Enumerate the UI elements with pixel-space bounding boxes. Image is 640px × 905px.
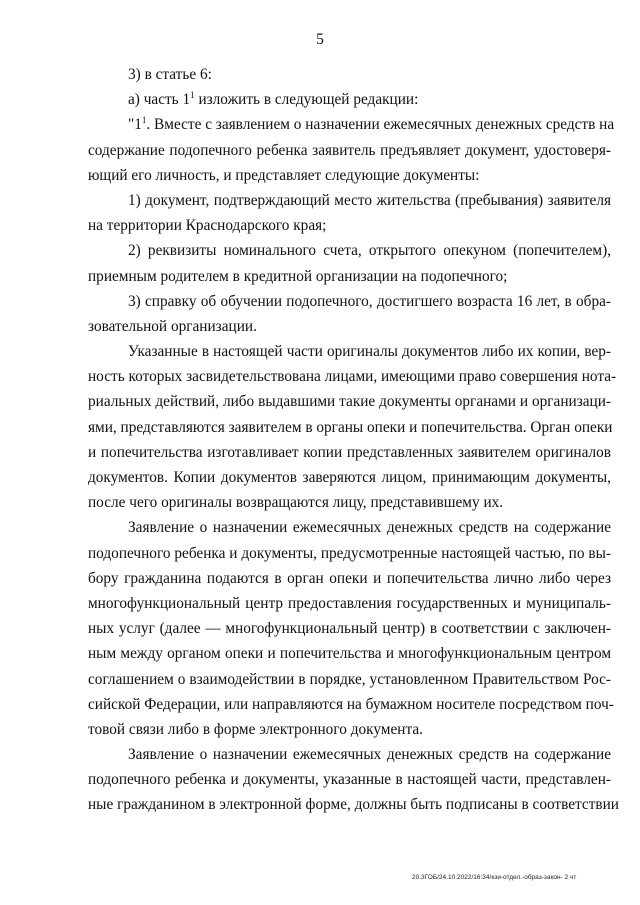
text-line xyxy=(88,616,611,641)
text-line-content: ность которых засвидетельствована лицами, имеющими право совершения нота- xyxy=(88,368,617,386)
text-line xyxy=(88,238,611,263)
text-line-content: сийской Федерации, или направляются на бумажном носителе посредством поч- xyxy=(88,695,614,713)
text-line-content: ным между органом опеки и попечительства и многофункциональным центром xyxy=(88,645,611,663)
text-line-content: ных услуг (далее — многофункциональный центр) в соответствии с заключен- xyxy=(88,620,611,638)
text-line xyxy=(88,415,611,440)
text-line xyxy=(88,792,619,817)
page-number: 5 xyxy=(316,31,324,48)
text-line-content: на территории Краснодарского края; xyxy=(88,217,327,235)
text-line-content: зовательной организации. xyxy=(88,317,257,335)
text-line-content: документов. Копии документов заверяются лицом, принимающим документы, xyxy=(88,469,611,486)
text-line-content: подопечного ребенка и документы, указанные в настоящей части, представлен- xyxy=(88,771,611,789)
text-line xyxy=(88,138,611,163)
text-line xyxy=(88,566,611,591)
text-line-content: Указанные в настоящей части оригиналы документов либо их копии, вер- xyxy=(128,343,611,361)
text-line xyxy=(88,717,611,742)
text-line-content: 3) справку об обучении подопечного, достигшего возраста 16 лет, в обра- xyxy=(128,292,611,310)
text-line xyxy=(88,591,611,616)
text-line xyxy=(88,692,614,717)
superscript: 1 xyxy=(141,115,147,126)
text-line-content: соглашением о взаимодействии в порядке, установленном Правительством Рос- xyxy=(88,670,611,688)
text-line xyxy=(88,339,611,364)
text-line-content: ные гражданином в электронной форме, должны быть подписаны в соответствии xyxy=(88,796,619,814)
document-body xyxy=(88,62,619,818)
text-line-content: 1) документ, подтверждающий место жительства (пребывания) заявителя xyxy=(128,191,611,209)
text-line-content: подопечного ребенка и документы, предусмотренные настоящей частью, по вы- xyxy=(88,544,611,562)
text-line-content: бору гражданина подаются в орган опеки и попечительства лично либо через xyxy=(88,569,611,587)
text-line-content: 3) в статье 6: xyxy=(128,66,212,83)
text-line-content: 2) реквизиты номинального счета, открытого опекуном (попечителем), xyxy=(128,242,611,260)
text-line xyxy=(88,112,615,137)
text-line xyxy=(88,163,611,188)
text-line xyxy=(88,515,611,540)
text-line-before: "1 xyxy=(128,116,142,134)
text-line xyxy=(88,289,611,314)
text-line xyxy=(88,364,617,389)
text-line xyxy=(88,213,611,238)
text-line-content: риальных действий, либо выдавшими такие документы органами и организаци- xyxy=(88,393,611,411)
text-line xyxy=(88,188,611,213)
text-line xyxy=(88,314,611,339)
text-line xyxy=(88,465,611,490)
text-line xyxy=(88,389,611,414)
text-line-content: многофункциональный центр предоставления государственных и муниципаль- xyxy=(88,594,611,612)
text-line xyxy=(88,440,611,465)
text-line-content: ями, представляются заявителем в органы опеки и попечительства. Орган опеки xyxy=(88,418,613,436)
text-line xyxy=(88,667,611,692)
text-line-content: товой связи либо в форме электронного документа. xyxy=(88,720,423,738)
text-line xyxy=(88,742,611,767)
text-line-content: после чего оригиналы возвращаются лицу, представившему их. xyxy=(88,494,504,512)
text-line xyxy=(88,641,611,666)
text-line-content: и попечительства изготавливает копии представленных заявителем оригиналов xyxy=(88,443,611,461)
text-line xyxy=(88,62,611,87)
text-line-after: . Вместе с заявлением о назначении ежемесячных денежных средств на xyxy=(146,116,615,134)
text-line xyxy=(88,541,611,566)
footer-stamp: 20.3ГОБ/24.10.2022/16:34/кзи-отдел.-образ-закон- 2 чт xyxy=(412,874,577,881)
text-line-after: изложить в следующей редакции: xyxy=(194,91,419,109)
text-line-content: приемным родителем в кредитной организации на подопечного; xyxy=(88,267,508,285)
text-line xyxy=(88,490,611,515)
text-line-before: а) часть 1 xyxy=(128,91,191,109)
text-line-content: Заявление о назначении ежемесячных денежных средств на содержание xyxy=(128,746,611,764)
text-line xyxy=(88,767,611,792)
text-line-content: ющий его личность, и представляет следующие документы: xyxy=(88,166,480,184)
text-line-content: содержание подопечного ребенка заявитель предъявляет документ, удостоверя- xyxy=(88,141,611,159)
text-line xyxy=(88,264,611,289)
superscript: 1 xyxy=(190,90,195,101)
text-line-content: Заявление о назначении ежемесячных денежных средств на содержание xyxy=(128,519,611,537)
text-line xyxy=(88,87,611,112)
